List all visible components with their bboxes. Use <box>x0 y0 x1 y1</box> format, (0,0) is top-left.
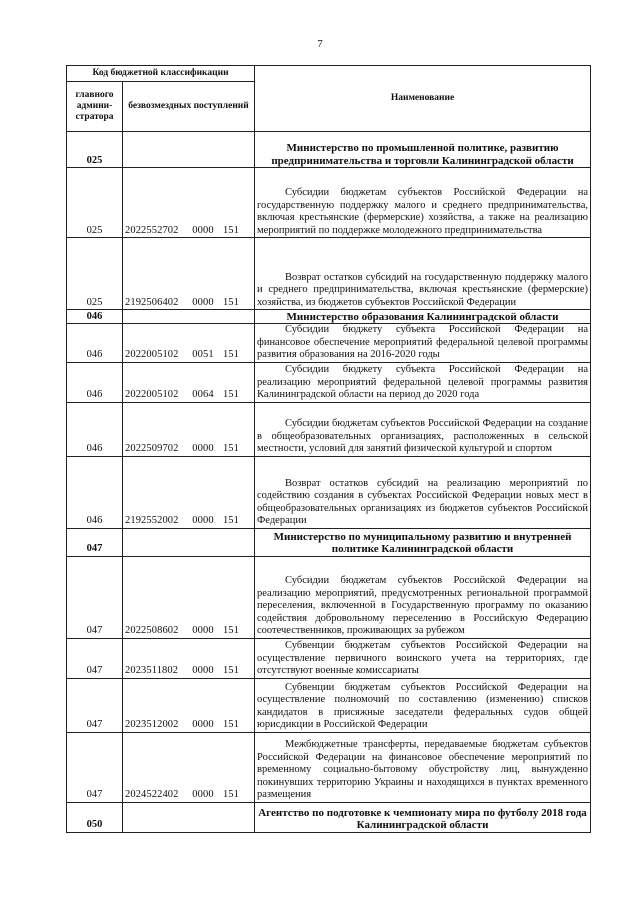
row-name: Субсидии бюджетам субъектов Российской Федерации на реализацию мероприятий, предусмотренных региональной программой переселения, включенной в Государственную программу по оказанию содействия добровольному переселению в Российскую Федерацию соотечественников, проживающих за рубежом <box>255 556 591 638</box>
admin-code: 025 <box>67 168 123 238</box>
receipt-code: 2192506402 0000 151 <box>123 238 255 310</box>
admin-code: 047 <box>67 528 123 556</box>
admin-code: 025 <box>67 238 123 310</box>
admin-code: 047 <box>67 678 123 732</box>
header-receipts: безвозмездных поступлений <box>123 82 255 132</box>
receipt-code-empty <box>123 802 255 832</box>
row-name: Субвенции бюджетам субъектов Российской Федерации на осуществление полномочий по составлению (изменению) списков кандидатов в присяжные заседатели федеральных судов общей юрисдикции в Российской Федерации <box>255 678 591 732</box>
section-title: Министерство по муниципальному развитию и внутренней политике Калининградской области <box>255 528 591 556</box>
table-row <box>67 456 591 528</box>
admin-code: 050 <box>67 802 123 832</box>
section-row <box>67 310 591 324</box>
page-number: 7 <box>317 38 323 50</box>
budget-classification-table <box>66 65 591 833</box>
admin-code: 025 <box>67 132 123 168</box>
receipt-code: 2022005102 0051 151 <box>123 324 255 363</box>
admin-code: 046 <box>67 310 123 324</box>
row-name: Возврат остатков субсидий на государственную поддержку малого и среднего предпринимательства, включая крестьянские (фермерские) хозяйства, из бюджетов субъектов Российской Федерации <box>255 238 591 310</box>
table-row <box>67 678 591 732</box>
receipt-code-empty <box>123 132 255 168</box>
section-title: Министерство по промышленной политике, развитию предпринимательства и торговли Калининградской области <box>255 132 591 168</box>
table-row <box>67 238 591 310</box>
admin-code: 046 <box>67 324 123 363</box>
admin-code: 046 <box>67 362 123 402</box>
header-name: Наименование <box>255 66 591 132</box>
receipt-code: 2192552002 0000 151 <box>123 456 255 528</box>
receipt-code: 2022508602 0000 151 <box>123 556 255 638</box>
receipt-code: 2024522402 0000 151 <box>123 732 255 802</box>
receipt-code: 2022509702 0000 151 <box>123 402 255 456</box>
admin-code: 046 <box>67 402 123 456</box>
table-row <box>67 556 591 638</box>
row-name: Субсидии бюджетам субъектов Российской Федерации на государственную поддержку малого и среднего предпринимательства, включая крестьянские (фермерские) хозяйства, а также на реализацию мероприятий по поддержке молодежного предпринимательства <box>255 168 591 238</box>
row-name: Возврат остатков субсидий на реализацию мероприятий по содействию создания в субъектах Российской Федерации новых мест в общеобразовательных организациях из бюджетов субъектов Российской Федерации <box>255 456 591 528</box>
section-row <box>67 528 591 556</box>
table-row <box>67 362 591 402</box>
header-code-group: Код бюджетной классификации <box>67 66 255 82</box>
receipt-code-empty <box>123 528 255 556</box>
header-admin: главного админи-стратора <box>67 82 123 132</box>
receipt-code-empty <box>123 310 255 324</box>
admin-code: 047 <box>67 556 123 638</box>
admin-code: 047 <box>67 638 123 678</box>
section-title: Министерство образования Калининградской области <box>255 310 591 324</box>
table-row <box>67 168 591 238</box>
row-name: Субвенции бюджетам субъектов Российской Федерации на осуществление первичного воинского учета на территориях, где отсутствуют военные комиссариаты <box>255 638 591 678</box>
row-name: Субсидии бюджету субъекта Российской Федерации на финансовое обеспечение мероприятий федеральной целевой программы развития образования на 2016-2020 годы <box>255 324 591 363</box>
table-row <box>67 324 591 363</box>
row-name: Субсидии бюджетам субъектов Российской Федерации на создание в общеобразовательных организациях, расположенных в сельской местности, условий для занятий физической культурой и спортом <box>255 402 591 456</box>
admin-code: 046 <box>67 456 123 528</box>
receipt-code: 2022005102 0064 151 <box>123 362 255 402</box>
receipt-code: 2022552702 0000 151 <box>123 168 255 238</box>
section-row <box>67 802 591 832</box>
table-row <box>67 732 591 802</box>
row-name: Межбюджетные трансферты, передаваемые бюджетам субъектов Российской Федерации на финансовое обеспечение мероприятий по временному социально-бытовому обустройству лиц, вынужденно покинувших территорию Украины и находящихся в пунктах временного размещения <box>255 732 591 802</box>
table-row <box>67 638 591 678</box>
section-title: Агентство по подготовке к чемпионату мира по футболу 2018 года Калининградской области <box>255 802 591 832</box>
receipt-code: 2023512002 0000 151 <box>123 678 255 732</box>
row-name: Субсидии бюджету субъекта Российской Федерации на реализацию мероприятий федеральной целевой программы развития Калининградской области на период до 2020 года <box>255 362 591 402</box>
table-row <box>67 402 591 456</box>
receipt-code: 2023511802 0000 151 <box>123 638 255 678</box>
section-row <box>67 132 591 168</box>
admin-code: 047 <box>67 732 123 802</box>
